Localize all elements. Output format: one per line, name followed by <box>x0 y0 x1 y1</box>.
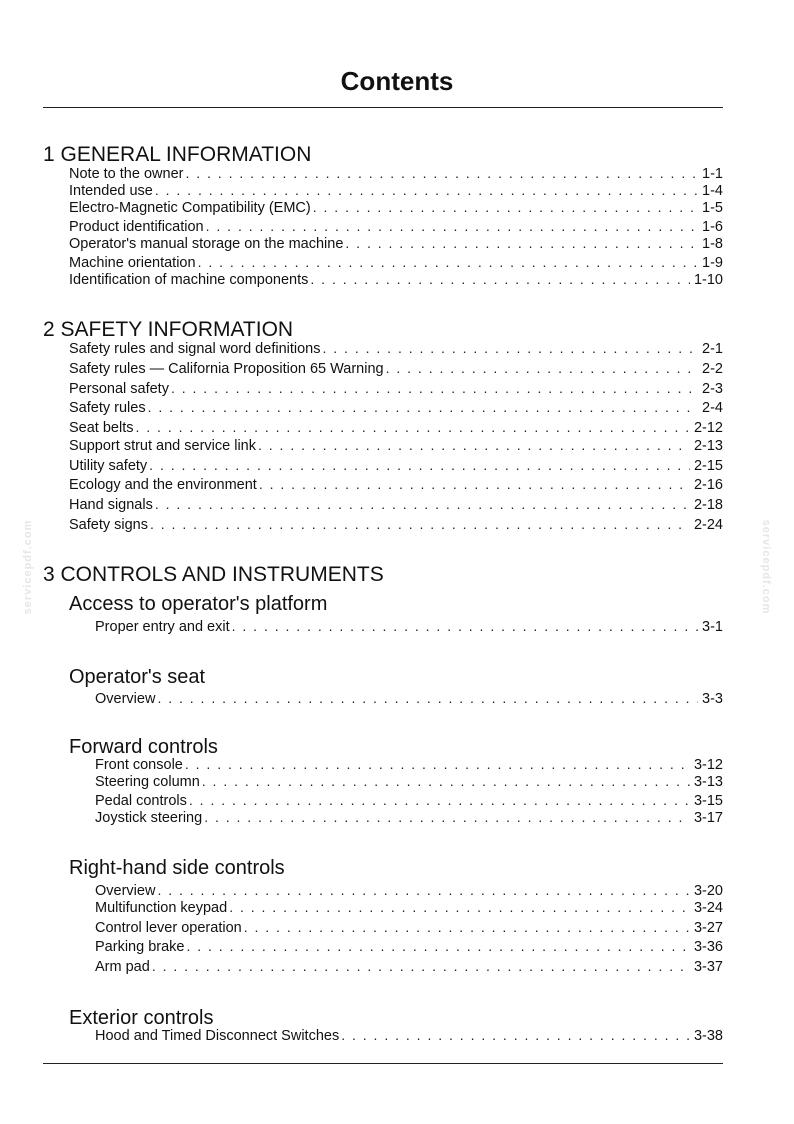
toc-entry-page: 2-1 <box>702 341 723 357</box>
toc-entry[interactable] <box>95 792 723 809</box>
toc-entry[interactable] <box>95 690 723 707</box>
toc-entry[interactable] <box>69 457 723 474</box>
toc-entry-text: Machine orientation <box>69 255 196 271</box>
toc-entry-page: 2-16 <box>693 477 723 493</box>
toc-entry-page: 3-27 <box>693 920 723 936</box>
section-title: Forward controls <box>69 736 218 758</box>
toc-entry-page: 3-20 <box>693 883 723 899</box>
dot-leader <box>244 919 690 936</box>
toc-entry[interactable] <box>95 773 723 790</box>
toc-entry-text: Overview <box>95 691 156 707</box>
toc-entry-text: Identification of machine components <box>69 272 309 288</box>
dot-leader <box>229 899 690 916</box>
top-rule <box>43 107 723 108</box>
toc-entry[interactable] <box>69 182 723 199</box>
toc-entry-page: 1-4 <box>702 183 723 199</box>
toc-entry-text: Overview <box>95 883 156 899</box>
toc-entry-page: 3-17 <box>693 810 723 826</box>
dot-leader <box>206 218 698 235</box>
toc-entry-page: 2-18 <box>693 497 723 513</box>
dot-leader <box>185 165 698 182</box>
toc-entry-page: 1-8 <box>702 236 723 252</box>
dot-leader <box>345 235 698 252</box>
toc-entry-page: 2-13 <box>693 438 723 454</box>
dot-leader <box>150 516 690 533</box>
toc-entry-page: 2-15 <box>693 458 723 474</box>
toc-entry-page: 3-38 <box>693 1028 723 1044</box>
dot-leader <box>313 199 698 216</box>
toc-entry-page: 1-5 <box>702 200 723 216</box>
toc-entry[interactable] <box>69 419 723 436</box>
dot-leader <box>341 1027 690 1044</box>
dot-leader <box>322 340 698 357</box>
toc-entry[interactable] <box>95 919 723 936</box>
dot-leader <box>149 457 690 474</box>
toc-entry[interactable] <box>69 360 723 377</box>
toc-entry[interactable] <box>69 340 723 357</box>
chapter-title-general-information: 1 GENERAL INFORMATION <box>43 143 312 166</box>
toc-entry[interactable] <box>69 165 723 182</box>
dot-leader <box>232 618 698 635</box>
dot-leader <box>148 399 698 416</box>
dot-leader <box>198 254 698 271</box>
dot-leader <box>258 437 690 454</box>
dot-leader <box>185 756 690 773</box>
toc-entry-text: Hood and Timed Disconnect Switches <box>95 1028 340 1044</box>
toc-entry-page: 1-10 <box>693 272 723 288</box>
dot-leader <box>157 690 698 707</box>
dot-leader <box>152 958 690 975</box>
toc-entry-text: Intended use <box>69 183 153 199</box>
bottom-rule <box>43 1063 723 1064</box>
dot-leader <box>310 271 690 288</box>
dot-leader <box>155 182 698 199</box>
toc-entry-page: 3-12 <box>693 757 723 773</box>
toc-entry-page: 1-9 <box>702 255 723 271</box>
toc-entry-text: Product identification <box>69 219 204 235</box>
section-title: Right-hand side controls <box>69 857 285 879</box>
toc-entry-page: 3-15 <box>693 793 723 809</box>
toc-entry[interactable] <box>95 958 723 975</box>
toc-entry-page: 3-24 <box>693 900 723 916</box>
toc-entry-text: Parking brake <box>95 939 185 955</box>
toc-entry[interactable] <box>95 882 723 899</box>
toc-entry[interactable] <box>69 199 723 216</box>
toc-entry-text: Operator's manual storage on the machine <box>69 236 344 252</box>
toc-entry[interactable] <box>95 1027 723 1044</box>
toc-entry-text: Proper entry and exit <box>95 619 230 635</box>
section-title: Access to operator's platform <box>69 593 328 615</box>
watermark-left: servicepdf.com <box>22 519 34 615</box>
dot-leader <box>155 496 690 513</box>
toc-entry[interactable] <box>69 235 723 252</box>
dot-leader <box>202 773 690 790</box>
toc-entry-page: 3-13 <box>693 774 723 790</box>
toc-entry-text: Safety signs <box>69 517 148 533</box>
toc-entry-text: Joystick steering <box>95 810 203 826</box>
toc-entry[interactable] <box>69 218 723 235</box>
toc-entry[interactable] <box>69 496 723 513</box>
toc-entry-text: Front console <box>95 757 183 773</box>
toc-entry-text: Support strut and service link <box>69 438 256 454</box>
dot-leader <box>136 419 690 436</box>
toc-entry[interactable] <box>95 899 723 916</box>
toc-entry-text: Electro-Magnetic Compatibility (EMC) <box>69 200 311 216</box>
toc-entry-text: Arm pad <box>95 959 150 975</box>
toc-entry-page: 1-6 <box>702 219 723 235</box>
toc-entry[interactable] <box>95 756 723 773</box>
toc-entry[interactable] <box>69 516 723 533</box>
toc-entry-text: Safety rules — California Proposition 65 Warning <box>69 361 384 377</box>
toc-entry-text: Control lever operation <box>95 920 242 936</box>
toc-entry[interactable] <box>69 271 723 288</box>
toc-entry-text: Seat belts <box>69 420 134 436</box>
chapter-title-safety-information: 2 SAFETY INFORMATION <box>43 318 294 341</box>
toc-entry-page: 2-24 <box>693 517 723 533</box>
page-title: Contents <box>340 66 454 96</box>
toc-entry[interactable] <box>95 618 723 635</box>
toc-entry[interactable] <box>69 380 723 397</box>
toc-entry-page: 3-3 <box>702 691 723 707</box>
dot-leader <box>259 476 690 493</box>
section-title: Operator's seat <box>69 666 206 688</box>
toc-entry-text: Ecology and the environment <box>69 477 257 493</box>
dot-leader <box>171 380 698 397</box>
toc-entry-text: Steering column <box>95 774 200 790</box>
toc-entry-page: 1-1 <box>702 166 723 182</box>
toc-entry-page: 3-36 <box>693 939 723 955</box>
toc-entry-text: Hand signals <box>69 497 153 513</box>
toc-entry-page: 2-4 <box>702 400 723 416</box>
dot-leader <box>186 938 690 955</box>
toc-entry[interactable] <box>69 437 723 454</box>
chapter-title-controls-and-instruments: 3 CONTROLS AND INSTRUMENTS <box>43 563 384 586</box>
toc-entry[interactable] <box>69 399 723 416</box>
toc-entry-text: Safety rules and signal word definitions <box>69 341 321 357</box>
toc-entry-text: Personal safety <box>69 381 169 397</box>
toc-entry[interactable] <box>69 254 723 271</box>
toc-entry-text: Pedal controls <box>95 793 187 809</box>
toc-entry[interactable] <box>95 938 723 955</box>
toc-entry-text: Multifunction keypad <box>95 900 228 916</box>
toc-entry-text: Note to the owner <box>69 166 184 182</box>
toc-entry-page: 3-1 <box>702 619 723 635</box>
watermark-right: servicepdf.com <box>760 519 772 615</box>
dot-leader <box>157 882 690 899</box>
toc-entry[interactable] <box>95 809 723 826</box>
dot-leader <box>189 792 690 809</box>
toc-entry[interactable] <box>69 476 723 493</box>
toc-entry-page: 2-2 <box>702 361 723 377</box>
toc-entry-page: 2-3 <box>702 381 723 397</box>
toc-entry-page: 3-37 <box>693 959 723 975</box>
dot-leader <box>386 360 698 377</box>
section-title: Exterior controls <box>69 1007 214 1029</box>
toc-entry-text: Utility safety <box>69 458 148 474</box>
toc-entry-page: 2-12 <box>693 420 723 436</box>
dot-leader <box>204 809 690 826</box>
toc-entry-text: Safety rules <box>69 400 146 416</box>
